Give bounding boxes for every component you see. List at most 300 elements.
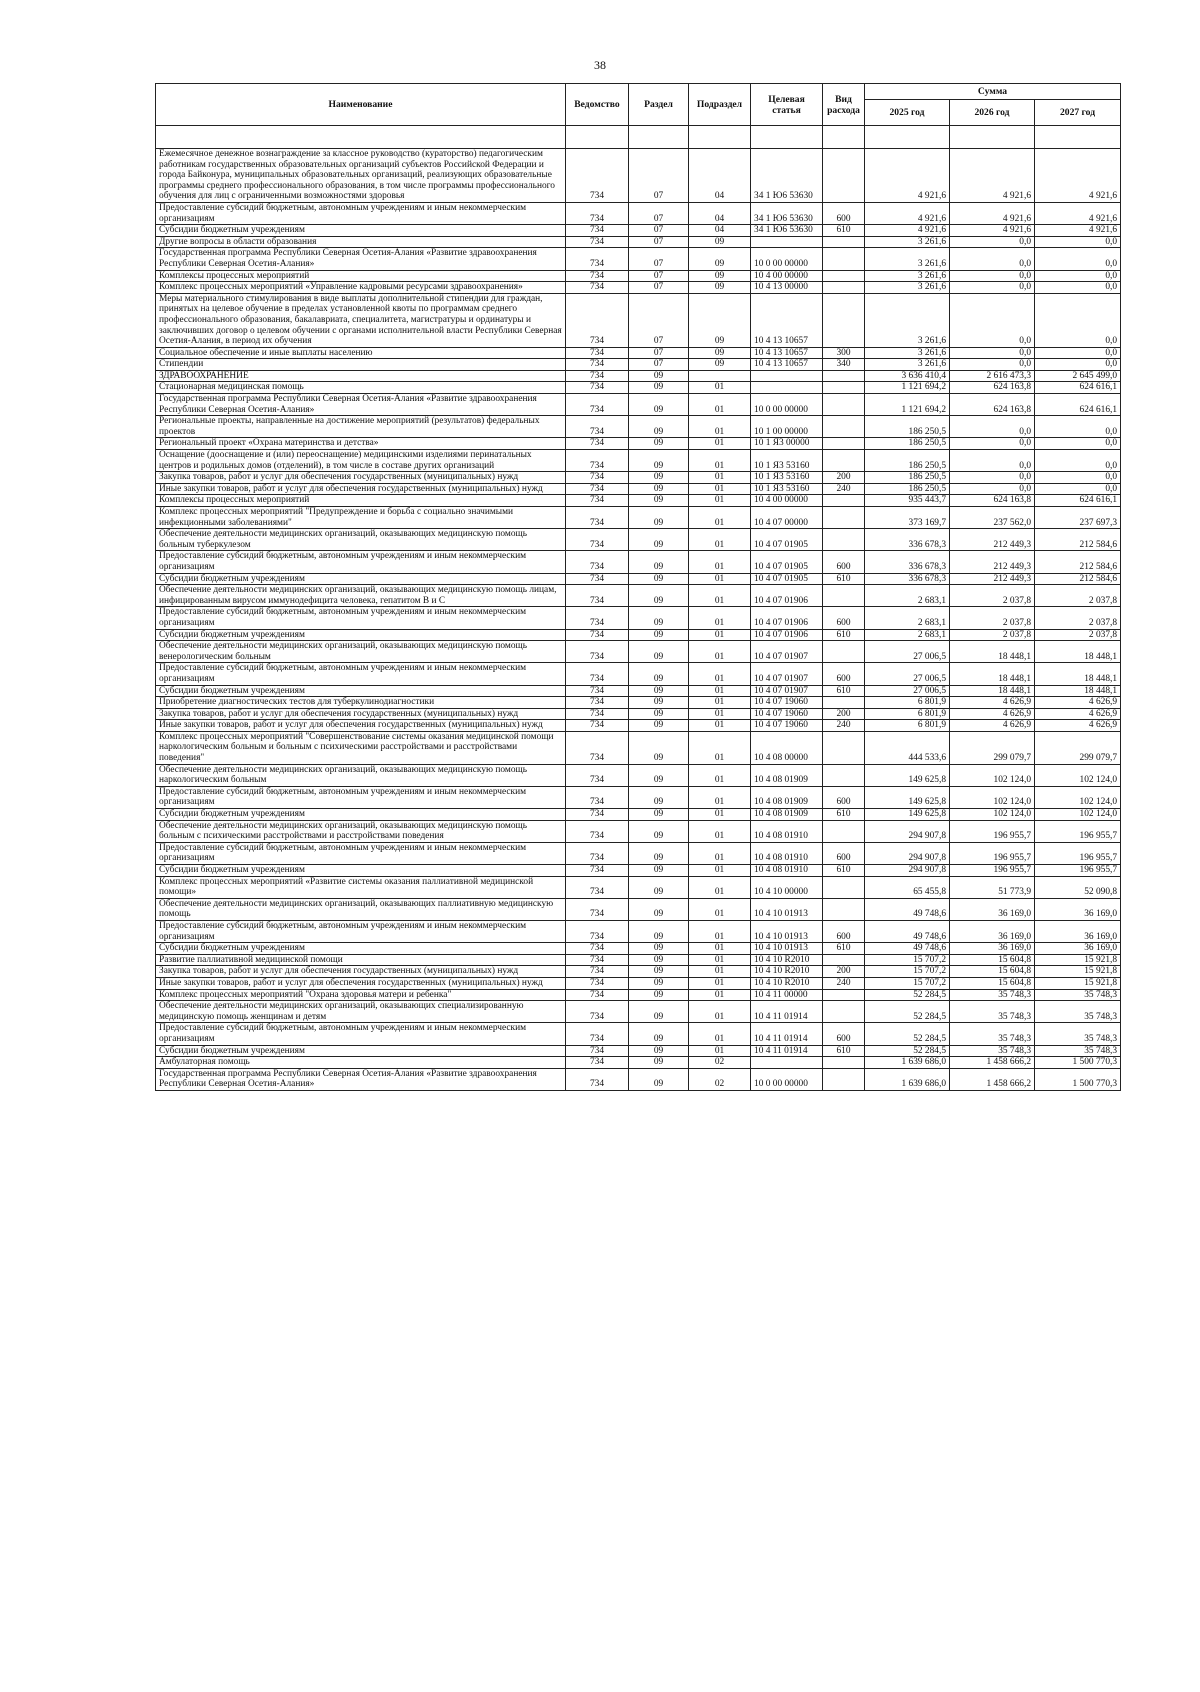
row-sum-2027: 0,0 [1035,416,1121,438]
row-sum-2027: 0,0 [1035,450,1121,472]
row-name: Приобретение диагностических тестов для туберкулинодиагностики [156,697,566,709]
row-sum-2026: 36 169,0 [950,920,1035,942]
table-row [156,842,1121,864]
row-vid: 610 [823,573,865,585]
row-razdel: 09 [629,943,689,955]
table-row [156,989,1121,1001]
row-vid: 610 [823,865,865,877]
row-razdel: 09 [629,977,689,989]
row-sum-2025: 3 261,6 [865,248,950,270]
row-vid: 240 [823,977,865,989]
row-vedomstvo: 734 [566,359,629,371]
row-vid [823,876,865,898]
row-sum-2025: 294 907,8 [865,820,950,842]
row-name: Комплекс процессных мероприятий «Развитие системы оказания паллиативной медицинской помощи» [156,876,566,898]
row-podrazdel: 01 [689,382,751,394]
row-podrazdel: 01 [689,450,751,472]
table-row [156,507,1121,529]
row-celevaya: 10 4 10 01913 [751,898,823,920]
row-vedomstvo: 734 [566,438,629,450]
row-vedomstvo: 734 [566,347,629,359]
row-sum-2025: 336 678,3 [865,551,950,573]
row-razdel: 09 [629,764,689,786]
table-row [156,966,1121,978]
row-sum-2027: 212 584,6 [1035,573,1121,585]
table-row [156,438,1121,450]
row-name: Комплексы процессных мероприятий [156,495,566,507]
header-podrazdel: Подраздел [689,84,751,126]
row-podrazdel: 04 [689,225,751,237]
row-celevaya [751,1057,823,1069]
row-vid: 600 [823,202,865,224]
table-row [156,483,1121,495]
row-celevaya: 10 4 07 01907 [751,685,823,697]
row-name: Комплекс процессных мероприятий "Предупреждение и борьба с социально значимыми инфекционными заболеваниями" [156,507,566,529]
row-vedomstvo: 734 [566,1068,629,1090]
row-podrazdel: 01 [689,495,751,507]
row-vid: 600 [823,842,865,864]
row-podrazdel: 01 [689,720,751,732]
row-sum-2025: 336 678,3 [865,573,950,585]
row-sum-2025: 4 921,6 [865,225,950,237]
row-podrazdel: 01 [689,472,751,484]
row-vedomstvo: 734 [566,202,629,224]
row-celevaya: 10 4 10 00000 [751,876,823,898]
row-vedomstvo: 734 [566,282,629,294]
row-sum-2027: 36 169,0 [1035,898,1121,920]
row-vid [823,293,865,347]
row-sum-2025: 6 801,9 [865,697,950,709]
row-vedomstvo: 734 [566,293,629,347]
row-podrazdel: 02 [689,1068,751,1090]
row-razdel: 09 [629,954,689,966]
row-sum-2025: 49 748,6 [865,943,950,955]
row-sum-2027: 1 500 770,3 [1035,1057,1121,1069]
table-row [156,629,1121,641]
table-row [156,708,1121,720]
row-sum-2026: 196 955,7 [950,820,1035,842]
row-celevaya: 10 1 Я3 53160 [751,450,823,472]
row-vid: 200 [823,472,865,484]
row-vid [823,282,865,294]
row-sum-2026: 36 169,0 [950,898,1035,920]
row-sum-2027: 624 616,1 [1035,394,1121,416]
row-sum-2026: 1 458 666,2 [950,1068,1035,1090]
row-celevaya: 10 4 07 01905 [751,573,823,585]
row-sum-2025: 52 284,5 [865,1023,950,1045]
row-name: Предоставление субсидий бюджетным, автономным учреждениям и иным некоммерческим организациям [156,202,566,224]
row-sum-2025: 1 121 694,2 [865,394,950,416]
row-vedomstvo: 734 [566,1023,629,1045]
row-sum-2025: 3 636 410,4 [865,370,950,382]
row-sum-2026: 0,0 [950,270,1035,282]
row-name: Региональные проекты, направленные на достижение мероприятий (результатов) федеральных проектов [156,416,566,438]
row-sum-2026: 0,0 [950,416,1035,438]
row-sum-2026: 196 955,7 [950,865,1035,877]
row-podrazdel: 01 [689,764,751,786]
row-razdel: 09 [629,720,689,732]
row-vid: 610 [823,943,865,955]
row-name: Стационарная медицинская помощь [156,382,566,394]
table-row [156,764,1121,786]
row-celevaya: 10 4 07 01905 [751,551,823,573]
row-sum-2027: 4 921,6 [1035,225,1121,237]
row-sum-2027: 0,0 [1035,270,1121,282]
row-sum-2025: 149 625,8 [865,764,950,786]
row-sum-2027: 1 500 770,3 [1035,1068,1121,1090]
table-row [156,202,1121,224]
row-vedomstvo: 734 [566,898,629,920]
row-razdel: 09 [629,472,689,484]
table-row [156,394,1121,416]
row-razdel: 09 [629,842,689,864]
row-sum-2027: 0,0 [1035,472,1121,484]
row-razdel: 09 [629,1023,689,1045]
table-body [156,126,1121,1091]
row-podrazdel: 01 [689,629,751,641]
spacer-row [156,126,1121,149]
row-vid: 240 [823,483,865,495]
row-vedomstvo: 734 [566,450,629,472]
row-sum-2027: 18 448,1 [1035,641,1121,663]
row-podrazdel: 01 [689,641,751,663]
row-name: Региональный проект «Охрана материнства и детства» [156,438,566,450]
row-podrazdel: 01 [689,685,751,697]
row-sum-2025: 6 801,9 [865,708,950,720]
row-razdel: 07 [629,282,689,294]
table-row [156,720,1121,732]
row-celevaya: 10 0 00 00000 [751,248,823,270]
row-razdel: 09 [629,1057,689,1069]
row-razdel: 09 [629,731,689,764]
row-name: Иные закупки товаров, работ и услуг для обеспечения государственных (муниципальных) нужд [156,483,566,495]
row-razdel: 09 [629,495,689,507]
budget-table [155,83,1121,1091]
row-sum-2027: 196 955,7 [1035,865,1121,877]
row-sum-2026: 624 163,8 [950,394,1035,416]
row-razdel: 07 [629,359,689,371]
row-sum-2026: 0,0 [950,483,1035,495]
row-celevaya: 10 1 Я3 53160 [751,483,823,495]
row-vedomstvo: 734 [566,1045,629,1057]
row-vid [823,394,865,416]
row-sum-2026: 35 748,3 [950,989,1035,1001]
row-podrazdel: 01 [689,708,751,720]
row-name: Закупка товаров, работ и услуг для обеспечения государственных (муниципальных) нужд [156,472,566,484]
row-razdel: 09 [629,394,689,416]
row-name: Социальное обеспечение и иные выплаты населению [156,347,566,359]
row-sum-2026: 0,0 [950,359,1035,371]
row-podrazdel: 01 [689,920,751,942]
row-vedomstvo: 734 [566,697,629,709]
row-name: Предоставление субсидий бюджетным, автономным учреждениям и иным некоммерческим организациям [156,920,566,942]
row-celevaya: 10 4 07 01906 [751,629,823,641]
row-celevaya: 10 4 08 01909 [751,786,823,808]
row-vid [823,438,865,450]
row-razdel: 09 [629,629,689,641]
row-vid: 600 [823,920,865,942]
row-razdel: 09 [629,370,689,382]
row-vid: 600 [823,663,865,685]
row-vedomstvo: 734 [566,842,629,864]
row-celevaya: 10 4 00 00000 [751,270,823,282]
row-sum-2026: 0,0 [950,347,1035,359]
table-row [156,472,1121,484]
row-celevaya: 10 4 07 19060 [751,708,823,720]
row-vid: 600 [823,786,865,808]
row-sum-2026: 4 626,9 [950,708,1035,720]
row-sum-2025: 186 250,5 [865,483,950,495]
row-sum-2025: 186 250,5 [865,472,950,484]
row-razdel: 07 [629,202,689,224]
row-name: Комплексы процессных мероприятий [156,270,566,282]
row-celevaya: 10 1 00 00000 [751,416,823,438]
row-sum-2027: 15 921,8 [1035,977,1121,989]
row-podrazdel: 01 [689,394,751,416]
row-vedomstvo: 734 [566,573,629,585]
row-razdel: 09 [629,685,689,697]
header-razdel: Раздел [629,84,689,126]
row-sum-2025: 2 683,1 [865,585,950,607]
row-razdel: 07 [629,236,689,248]
row-sum-2027: 18 448,1 [1035,685,1121,697]
row-podrazdel: 01 [689,551,751,573]
row-vid: 340 [823,359,865,371]
row-sum-2026: 624 163,8 [950,382,1035,394]
row-vid [823,149,865,203]
row-vedomstvo: 734 [566,663,629,685]
row-vedomstvo: 734 [566,708,629,720]
row-podrazdel: 09 [689,270,751,282]
row-vedomstvo: 734 [566,786,629,808]
row-razdel: 09 [629,507,689,529]
row-vid: 610 [823,685,865,697]
row-celevaya: 10 4 11 01914 [751,1001,823,1023]
row-sum-2025: 186 250,5 [865,416,950,438]
row-sum-2026: 1 458 666,2 [950,1057,1035,1069]
row-sum-2025: 52 284,5 [865,1045,950,1057]
row-podrazdel: 01 [689,943,751,955]
table-row [156,450,1121,472]
row-sum-2027: 0,0 [1035,438,1121,450]
row-sum-2027: 237 697,3 [1035,507,1121,529]
row-celevaya [751,370,823,382]
row-sum-2025: 3 261,6 [865,236,950,248]
row-sum-2027: 212 584,6 [1035,551,1121,573]
row-vedomstvo: 734 [566,876,629,898]
row-razdel: 09 [629,641,689,663]
row-celevaya: 10 4 07 01907 [751,663,823,685]
row-name: Предоставление субсидий бюджетным, автономным учреждениям и иным некоммерческим организациям [156,663,566,685]
row-sum-2026: 15 604,8 [950,966,1035,978]
row-name: Иные закупки товаров, работ и услуг для обеспечения государственных (муниципальных) нужд [156,720,566,732]
row-sum-2026: 102 124,0 [950,764,1035,786]
row-sum-2027: 35 748,3 [1035,989,1121,1001]
row-vedomstvo: 734 [566,720,629,732]
row-celevaya: 10 4 07 01905 [751,529,823,551]
row-celevaya: 10 4 10 01913 [751,943,823,955]
row-vid: 200 [823,966,865,978]
row-razdel: 09 [629,483,689,495]
row-sum-2027: 15 921,8 [1035,954,1121,966]
row-vid [823,248,865,270]
row-celevaya: 10 4 08 01910 [751,865,823,877]
row-sum-2026: 0,0 [950,236,1035,248]
row-name: Комплекс процессных мероприятий "Совершенствование системы оказания медицинской помощи наркологическим больным и больным с психическими расстройствами и расстройствами поведения" [156,731,566,764]
row-vedomstvo: 734 [566,370,629,382]
row-razdel: 07 [629,248,689,270]
row-sum-2027: 624 616,1 [1035,382,1121,394]
table-row [156,1001,1121,1023]
row-name: Субсидии бюджетным учреждениям [156,809,566,821]
row-name: Обеспечение деятельности медицинских организаций, оказывающих медицинскую помощь венерологическим больным [156,641,566,663]
row-razdel: 09 [629,820,689,842]
row-podrazdel: 01 [689,573,751,585]
row-vid [823,1057,865,1069]
row-razdel: 09 [629,585,689,607]
row-vedomstvo: 734 [566,585,629,607]
row-name: Закупка товаров, работ и услуг для обеспечения государственных (муниципальных) нужд [156,708,566,720]
row-vedomstvo: 734 [566,507,629,529]
row-vedomstvo: 734 [566,641,629,663]
row-name: Ежемесячное денежное вознаграждение за классное руководство (кураторство) педагогическим работникам государственных образовательных организаций субъектов Российской Федерации и города Байконура, муниципальных образовательных организаций, реализующих образовательные программы среднего профессионального образования, в том числе программы профессионального обучения для лиц с ограниченными возможностями здоровья [156,149,566,203]
table-row [156,282,1121,294]
row-vid [823,898,865,920]
row-name: Предоставление субсидий бюджетным, автономным учреждениям и иным некоммерческим организациям [156,786,566,808]
row-podrazdel: 01 [689,483,751,495]
row-name: Обеспечение деятельности медицинских организаций, оказывающих медицинскую помощь больным с психическими расстройствами и расстройствами поведения [156,820,566,842]
row-vedomstvo: 734 [566,685,629,697]
row-vid [823,697,865,709]
row-name: Субсидии бюджетным учреждениям [156,573,566,585]
row-razdel: 09 [629,607,689,629]
row-sum-2025: 3 261,6 [865,347,950,359]
row-sum-2027: 102 124,0 [1035,809,1121,821]
row-razdel: 09 [629,450,689,472]
row-vedomstvo: 734 [566,236,629,248]
row-celevaya: 10 4 07 19060 [751,720,823,732]
row-vedomstvo: 734 [566,966,629,978]
row-name: Другие вопросы в области образования [156,236,566,248]
row-celevaya: 34 1 Ю6 53630 [751,225,823,237]
row-sum-2025: 444 533,6 [865,731,950,764]
row-sum-2025: 27 006,5 [865,663,950,685]
row-name: Комплекс процессных мероприятий "Охрана здоровья матери и ребенка" [156,989,566,1001]
row-name: Субсидии бюджетным учреждениям [156,1045,566,1057]
row-sum-2027: 18 448,1 [1035,663,1121,685]
row-sum-2026: 15 604,8 [950,977,1035,989]
row-vid [823,450,865,472]
row-razdel: 09 [629,416,689,438]
row-sum-2027: 2 037,8 [1035,607,1121,629]
table-row [156,495,1121,507]
row-sum-2026: 0,0 [950,438,1035,450]
row-sum-2027: 4 921,6 [1035,202,1121,224]
row-sum-2026: 4 921,6 [950,225,1035,237]
row-name: Предоставление субсидий бюджетным, автономным учреждениям и иным некоммерческим организациям [156,607,566,629]
row-vedomstvo: 734 [566,248,629,270]
row-sum-2025: 294 907,8 [865,865,950,877]
row-vedomstvo: 734 [566,472,629,484]
row-razdel: 09 [629,382,689,394]
row-sum-2025: 1 121 694,2 [865,382,950,394]
row-sum-2027: 36 169,0 [1035,920,1121,942]
row-sum-2026: 0,0 [950,282,1035,294]
row-sum-2027: 4 921,6 [1035,149,1121,203]
row-vedomstvo: 734 [566,977,629,989]
table-row [156,1045,1121,1057]
row-sum-2025: 1 639 686,0 [865,1057,950,1069]
row-name: Предоставление субсидий бюджетным, автономным учреждениям и иным некоммерческим организациям [156,1023,566,1045]
row-razdel: 09 [629,438,689,450]
row-celevaya: 10 4 07 19060 [751,697,823,709]
row-vedomstvo: 734 [566,954,629,966]
row-razdel: 09 [629,920,689,942]
row-vedomstvo: 734 [566,382,629,394]
header-summa: Сумма [865,84,1121,100]
row-sum-2025: 6 801,9 [865,720,950,732]
row-razdel: 09 [629,865,689,877]
row-vedomstvo: 734 [566,483,629,495]
row-name: Закупка товаров, работ и услуг для обеспечения государственных (муниципальных) нужд [156,966,566,978]
row-celevaya: 10 4 08 01910 [751,820,823,842]
row-celevaya: 10 4 00 00000 [751,495,823,507]
row-vid [823,270,865,282]
row-name: Амбулаторная помощь [156,1057,566,1069]
row-razdel: 09 [629,708,689,720]
row-vedomstvo: 734 [566,551,629,573]
row-podrazdel: 09 [689,347,751,359]
row-vid [823,507,865,529]
row-razdel: 09 [629,529,689,551]
row-celevaya: 10 4 11 00000 [751,989,823,1001]
row-razdel: 09 [629,989,689,1001]
row-razdel: 09 [629,551,689,573]
row-sum-2027: 4 626,9 [1035,708,1121,720]
header-year-2026: 2026 год [950,100,1035,126]
row-celevaya: 10 4 13 10657 [751,293,823,347]
row-vedomstvo: 734 [566,529,629,551]
row-podrazdel: 04 [689,149,751,203]
row-podrazdel: 09 [689,248,751,270]
row-vid: 610 [823,225,865,237]
row-sum-2026: 102 124,0 [950,786,1035,808]
row-sum-2026: 212 449,3 [950,529,1035,551]
row-sum-2025: 2 683,1 [865,629,950,641]
row-sum-2027: 4 626,9 [1035,697,1121,709]
row-vedomstvo: 734 [566,270,629,282]
row-name: Предоставление субсидий бюджетным, автономным учреждениям и иным некоммерческим организациям [156,551,566,573]
row-name: Комплекс процессных мероприятий «Управление кадровыми ресурсами здравоохранения» [156,282,566,294]
row-sum-2026: 212 449,3 [950,573,1035,585]
row-sum-2025: 4 921,6 [865,149,950,203]
row-podrazdel: 02 [689,1057,751,1069]
table-row [156,876,1121,898]
table-row [156,529,1121,551]
page-number: 38 [594,58,606,72]
row-razdel: 09 [629,876,689,898]
row-podrazdel: 01 [689,1001,751,1023]
row-name: Государственная программа Республики Северная Осетия-Алания «Развитие здравоохранения Республики Северная Осетия-Алания» [156,1068,566,1090]
table-row [156,1057,1121,1069]
row-name: Субсидии бюджетным учреждениям [156,629,566,641]
row-vid [823,529,865,551]
row-sum-2026: 2 037,8 [950,585,1035,607]
row-sum-2026: 2 037,8 [950,607,1035,629]
table-row [156,809,1121,821]
table-row [156,865,1121,877]
table-row [156,551,1121,573]
